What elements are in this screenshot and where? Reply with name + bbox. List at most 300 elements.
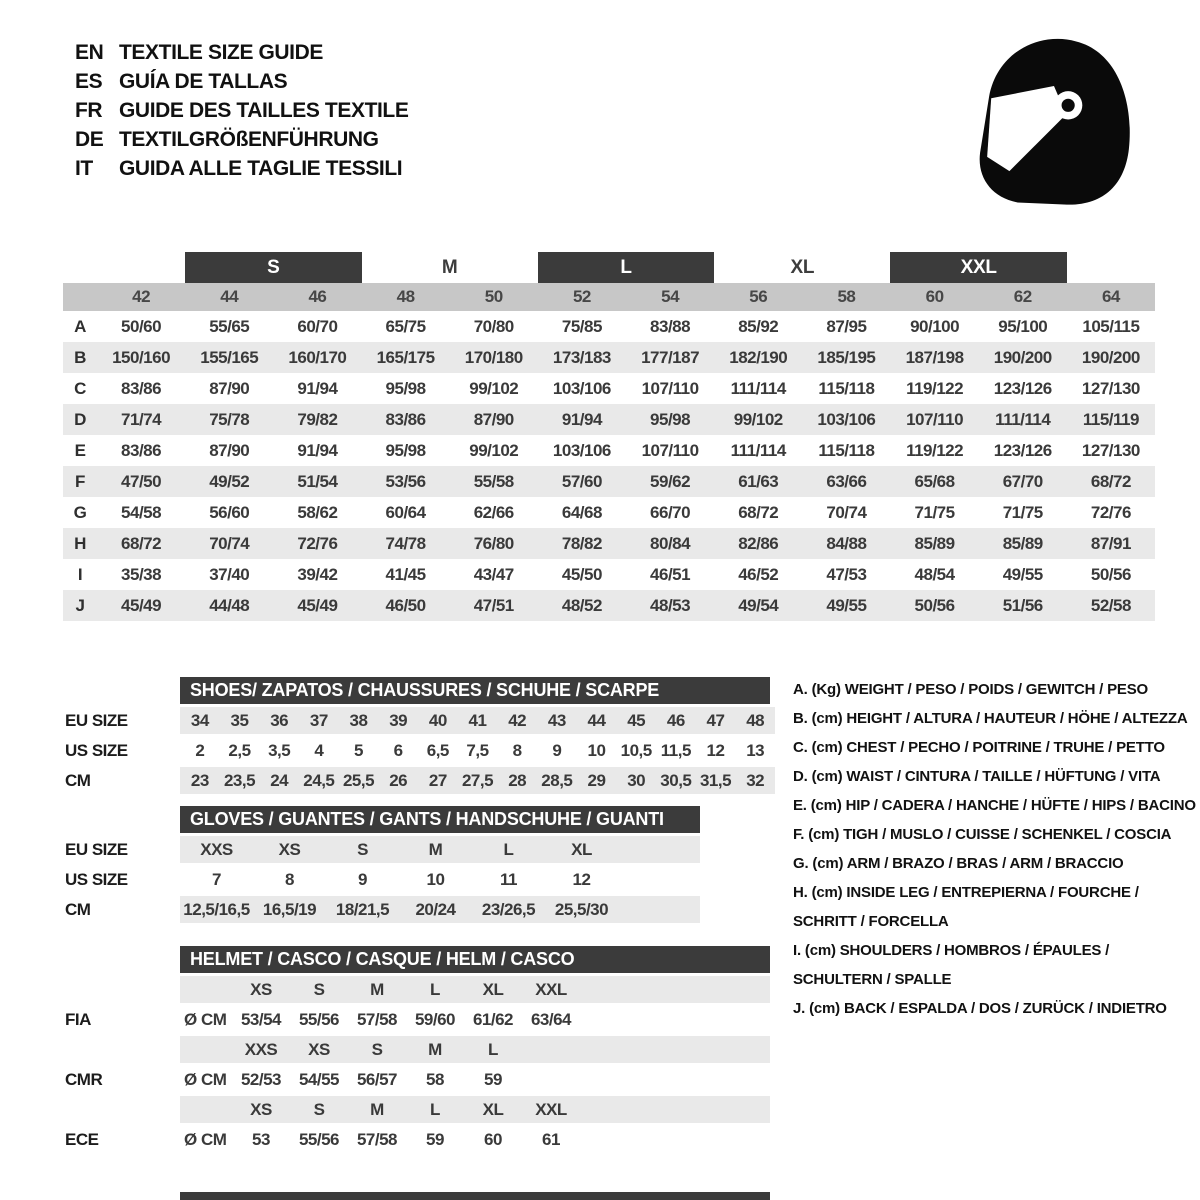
size-value: 84/88 bbox=[826, 533, 867, 553]
shoes-value: 39 bbox=[389, 710, 408, 730]
language-line bbox=[75, 96, 408, 125]
helmet-section bbox=[65, 946, 777, 1153]
guide-title-de: TEXTILGRÖßENFÜHRUNG bbox=[119, 127, 379, 151]
helmet-value: 54/55 bbox=[298, 1069, 340, 1089]
shoes-row-label: CM bbox=[65, 770, 91, 790]
size-value: 160/170 bbox=[288, 347, 347, 367]
numeric-size: 54 bbox=[661, 287, 680, 306]
size-value: 123/126 bbox=[993, 440, 1052, 460]
gloves-band bbox=[180, 836, 700, 863]
helmet-size-label: M bbox=[370, 1099, 384, 1119]
size-value: 49/55 bbox=[826, 595, 867, 615]
size-value: 177/187 bbox=[641, 347, 700, 367]
row-letter: B bbox=[74, 347, 86, 367]
shoes-value: 47 bbox=[706, 710, 725, 730]
helmet-value: 55/56 bbox=[298, 1009, 340, 1029]
size-value: 111/114 bbox=[730, 440, 786, 460]
size-value: 107/110 bbox=[641, 440, 699, 460]
helmet-value: 59 bbox=[484, 1069, 502, 1089]
size-value: 49/52 bbox=[209, 471, 250, 491]
legend-line bbox=[793, 675, 1197, 704]
helmet-value: 61/62 bbox=[472, 1009, 514, 1029]
numeric-size: 46 bbox=[308, 287, 327, 306]
shoes-value: 10 bbox=[587, 740, 606, 760]
row-letter: H bbox=[74, 533, 86, 553]
size-value: 41/45 bbox=[385, 564, 426, 584]
size-value: 103/106 bbox=[552, 378, 611, 398]
helmet-size-label: L bbox=[430, 979, 440, 999]
size-value: 50/56 bbox=[914, 595, 955, 615]
size-value: 75/85 bbox=[561, 316, 602, 336]
shoes-value: 11,5 bbox=[660, 740, 691, 760]
helmet-standard-label: FIA bbox=[65, 1009, 91, 1029]
size-value: 99/102 bbox=[469, 440, 519, 460]
size-value: 51/54 bbox=[297, 471, 338, 491]
helmet-standard-label: ECE bbox=[65, 1129, 99, 1149]
gloves-title: GLOVES / GUANTES / GANTS / HANDSCHUHE / GUANTI bbox=[180, 806, 700, 833]
size-value: 75/78 bbox=[209, 409, 250, 429]
legend-item-g bbox=[793, 849, 1197, 878]
language-code: EN bbox=[75, 40, 104, 64]
size-value: 187/198 bbox=[905, 347, 964, 367]
size-value: 123/126 bbox=[993, 378, 1052, 398]
gloves-row-cm bbox=[65, 896, 702, 923]
size-value: 65/75 bbox=[385, 316, 426, 336]
legend-line bbox=[793, 820, 1197, 849]
legend-item-c bbox=[793, 733, 1197, 762]
gloves-band bbox=[180, 896, 700, 923]
helmet-size-spacer bbox=[65, 976, 180, 1003]
gloves-band bbox=[180, 866, 700, 893]
size-value: 83/86 bbox=[121, 440, 162, 460]
numeric-size: 64 bbox=[1101, 287, 1120, 306]
size-value: 83/88 bbox=[650, 316, 691, 336]
size-value: 60/70 bbox=[297, 316, 338, 336]
legend-item-j bbox=[793, 994, 1197, 1023]
size-row-E bbox=[63, 435, 1155, 466]
helmet-value: 61 bbox=[542, 1129, 560, 1149]
legend-text: ARM / BRAZO / BRAS / ARM / BRACCIO bbox=[846, 855, 1124, 872]
legend-key: F. bbox=[793, 826, 805, 843]
size-value: 190/200 bbox=[993, 347, 1052, 367]
shoes-value: 6 bbox=[393, 740, 403, 760]
size-value: 99/102 bbox=[733, 409, 783, 429]
size-group-m: M bbox=[441, 256, 458, 278]
shoes-value: 28 bbox=[508, 770, 527, 790]
legend-line bbox=[793, 704, 1197, 733]
helmet-value: 55/56 bbox=[298, 1129, 340, 1149]
legend-line bbox=[793, 849, 1197, 878]
size-value: 127/130 bbox=[1081, 440, 1140, 460]
size-value: 107/110 bbox=[906, 409, 964, 429]
gloves-section bbox=[65, 806, 702, 923]
helmet-value: 59 bbox=[426, 1129, 444, 1149]
size-value: 78/82 bbox=[561, 533, 602, 553]
size-value: 39/42 bbox=[297, 564, 338, 584]
helmet-size-label: M bbox=[370, 979, 384, 999]
helmet-size-label: XXL bbox=[535, 1099, 567, 1119]
size-value: 95/98 bbox=[385, 378, 426, 398]
helmet-value: 52/53 bbox=[240, 1069, 282, 1089]
size-value: 45/49 bbox=[297, 595, 338, 615]
legend-unit: (cm) bbox=[811, 710, 843, 727]
diameter-unit-label: Ø CM bbox=[184, 1069, 227, 1089]
legend-text: WEIGHT / PESO / POIDS / GEWITCH / PESO bbox=[844, 681, 1149, 698]
gloves-value: XXS bbox=[200, 839, 233, 859]
helmet-value-band bbox=[180, 1126, 770, 1153]
size-value: 44/48 bbox=[209, 595, 250, 615]
gloves-value: 10 bbox=[426, 869, 445, 889]
shoes-band bbox=[180, 707, 775, 734]
legend-text: HEIGHT / ALTURA / HAUTEUR / HÖHE / ALTEZZA bbox=[846, 710, 1188, 727]
legend-item-b bbox=[793, 704, 1197, 733]
helmet-size-row-cmr bbox=[65, 1036, 777, 1063]
language-line bbox=[75, 67, 408, 96]
size-value: 56/60 bbox=[209, 502, 250, 522]
size-value: 58/62 bbox=[297, 502, 338, 522]
legend-text: SHOULDERS / HOMBROS / ÉPAULES / bbox=[839, 942, 1110, 959]
size-group-row bbox=[63, 252, 1155, 283]
size-value: 50/56 bbox=[1090, 564, 1131, 584]
language-line bbox=[75, 125, 408, 154]
size-value: 72/76 bbox=[297, 533, 338, 553]
size-value: 61/63 bbox=[738, 471, 779, 491]
measurement-legend bbox=[793, 675, 1197, 1023]
shoes-row-us-size bbox=[65, 737, 777, 764]
shoes-value: 24,5 bbox=[303, 770, 335, 790]
helmet-rows bbox=[65, 976, 777, 1153]
size-row-B bbox=[63, 342, 1155, 373]
legend-text: CHEST / PECHO / POITRINE / TRUHE / PETTO bbox=[846, 739, 1165, 756]
shoes-value: 13 bbox=[746, 740, 765, 760]
numeric-size: 56 bbox=[749, 287, 768, 306]
size-value: 95/98 bbox=[650, 409, 691, 429]
legend-line bbox=[793, 762, 1197, 791]
size-value: 119/122 bbox=[906, 440, 964, 460]
gloves-row-us-size bbox=[65, 866, 702, 893]
gloves-value: 11 bbox=[500, 869, 517, 889]
language-code: IT bbox=[75, 156, 93, 180]
gloves-value: 18/21,5 bbox=[335, 899, 390, 919]
helmet-size-band bbox=[180, 1096, 770, 1123]
size-value: 70/74 bbox=[209, 533, 250, 553]
size-value: 45/49 bbox=[121, 595, 162, 615]
helmet-size-label: S bbox=[313, 979, 325, 999]
size-value: 53/56 bbox=[385, 471, 426, 491]
size-value: 66/70 bbox=[650, 502, 691, 522]
shoes-value: 27 bbox=[428, 770, 447, 790]
shoes-section bbox=[65, 677, 777, 794]
shoes-value: 25,5 bbox=[342, 770, 375, 790]
helmet-size-spacer bbox=[65, 1036, 180, 1063]
size-row-A bbox=[63, 311, 1155, 342]
size-value: 64/68 bbox=[561, 502, 602, 522]
shoes-value: 7,5 bbox=[466, 740, 489, 760]
size-value: 85/92 bbox=[738, 316, 779, 336]
legend-text: HIP / CADERA / HANCHE / HÜFTE / HIPS / BACINO bbox=[845, 797, 1196, 814]
numeric-size: 52 bbox=[572, 287, 591, 306]
shoes-value: 2,5 bbox=[228, 740, 251, 760]
size-row-G bbox=[63, 497, 1155, 528]
helmet-value-row-cmr bbox=[65, 1066, 777, 1093]
legend-unit: (cm) bbox=[811, 739, 843, 756]
size-value: 127/130 bbox=[1081, 378, 1140, 398]
size-row-F bbox=[63, 466, 1155, 497]
numeric-size: 44 bbox=[220, 287, 239, 306]
shoes-value: 24 bbox=[270, 770, 289, 790]
shoes-value: 46 bbox=[666, 710, 685, 730]
size-value: 150/160 bbox=[112, 347, 171, 367]
row-letter: C bbox=[74, 378, 86, 398]
size-value: 48/52 bbox=[561, 595, 602, 615]
size-value: 54/58 bbox=[121, 502, 162, 522]
gloves-value: 23/26,5 bbox=[481, 899, 536, 919]
shoes-row-label: US SIZE bbox=[65, 740, 128, 760]
size-value: 46/52 bbox=[738, 564, 779, 584]
legend-text: TIGH / MUSLO / CUISSE / SCHENKEL / COSCIA bbox=[843, 826, 1172, 843]
size-value: 43/47 bbox=[473, 564, 514, 584]
row-letter: F bbox=[75, 471, 85, 491]
gloves-row-eu-size bbox=[65, 836, 702, 863]
row-letter: E bbox=[74, 440, 86, 460]
size-value: 105/115 bbox=[1082, 316, 1140, 336]
legend-item-i bbox=[793, 936, 1197, 994]
gloves-value: 20/24 bbox=[415, 899, 456, 919]
shoes-value: 8 bbox=[512, 740, 522, 760]
helmet-size-label: S bbox=[371, 1039, 383, 1059]
size-row-D bbox=[63, 404, 1155, 435]
size-value: 90/100 bbox=[910, 316, 960, 336]
gloves-value: M bbox=[428, 839, 443, 859]
size-value: 49/55 bbox=[1002, 564, 1043, 584]
size-value: 87/90 bbox=[209, 378, 250, 398]
helmet-size-label: XS bbox=[250, 979, 272, 999]
size-value: 71/75 bbox=[1002, 502, 1043, 522]
row-letter: G bbox=[73, 502, 87, 522]
legend-key: D. bbox=[793, 768, 808, 785]
gloves-row-label: US SIZE bbox=[65, 869, 128, 889]
size-value: 37/40 bbox=[209, 564, 250, 584]
shoes-value: 36 bbox=[270, 710, 289, 730]
gloves-value: 9 bbox=[358, 869, 367, 889]
size-value: 185/195 bbox=[817, 347, 876, 367]
shoes-value: 3,5 bbox=[268, 740, 291, 760]
row-letter: A bbox=[74, 316, 86, 336]
helmet-standard-label: CMR bbox=[65, 1069, 103, 1089]
cutoff-next-section-bar bbox=[180, 1192, 770, 1200]
size-value: 71/74 bbox=[121, 409, 162, 429]
guide-title-it: GUIDA ALLE TAGLIE TESSILI bbox=[119, 156, 403, 180]
helmet-size-row-ece bbox=[65, 1096, 777, 1123]
shoes-value: 44 bbox=[587, 710, 606, 730]
helmet-value-row-ece bbox=[65, 1126, 777, 1153]
gloves-value: 8 bbox=[285, 869, 294, 889]
shoes-value: 27,5 bbox=[461, 770, 494, 790]
size-value: 91/94 bbox=[561, 409, 602, 429]
size-value: 68/72 bbox=[1090, 471, 1131, 491]
size-value: 50/60 bbox=[121, 316, 162, 336]
numeric-size: 60 bbox=[925, 287, 944, 306]
size-group-s: S bbox=[185, 252, 361, 283]
size-value: 87/90 bbox=[209, 440, 250, 460]
legend-line bbox=[793, 936, 1197, 965]
size-value: 71/75 bbox=[914, 502, 955, 522]
language-code: ES bbox=[75, 69, 103, 93]
helmet-value-band bbox=[180, 1066, 770, 1093]
helmet-value: 60 bbox=[484, 1129, 502, 1149]
numeric-size: 50 bbox=[484, 287, 503, 306]
shoes-value: 48 bbox=[746, 710, 765, 730]
helmet-value: 57/58 bbox=[356, 1009, 398, 1029]
gloves-value: L bbox=[503, 839, 514, 859]
gloves-value: 12 bbox=[572, 869, 591, 889]
legend-text: INSIDE LEG / ENTREPIERNA / FOURCHE / bbox=[846, 884, 1139, 901]
shoes-value: 37 bbox=[309, 710, 328, 730]
size-value: 45/50 bbox=[561, 564, 602, 584]
shoes-value: 34 bbox=[190, 710, 209, 730]
legend-item-d bbox=[793, 762, 1197, 791]
helmet-value: 53/54 bbox=[240, 1009, 282, 1029]
row-letter: D bbox=[74, 409, 86, 429]
guide-title-fr: GUIDE DES TAILLES TEXTILE bbox=[119, 98, 409, 122]
helmet-value-band bbox=[180, 1006, 770, 1033]
gloves-rows bbox=[65, 836, 702, 923]
size-value: 48/54 bbox=[914, 564, 955, 584]
shoes-value: 41 bbox=[468, 710, 487, 730]
shoes-value: 40 bbox=[428, 710, 447, 730]
helmet-size-label: S bbox=[313, 1099, 325, 1119]
size-value: 170/180 bbox=[464, 347, 523, 367]
helmet-value: 58 bbox=[426, 1069, 444, 1089]
size-value: 95/100 bbox=[998, 316, 1048, 336]
size-value: 103/106 bbox=[552, 440, 611, 460]
size-value: 74/78 bbox=[385, 533, 426, 553]
size-value: 85/89 bbox=[1002, 533, 1043, 553]
size-value: 46/50 bbox=[385, 595, 426, 615]
helmet-size-band bbox=[180, 1036, 770, 1063]
size-value: 115/118 bbox=[818, 440, 875, 460]
helmet-value: 59/60 bbox=[414, 1009, 456, 1029]
legend-key: H. bbox=[793, 884, 808, 901]
size-value: 155/165 bbox=[200, 347, 259, 367]
textile-size-table bbox=[63, 252, 1155, 621]
size-group-xl: XL bbox=[790, 256, 815, 278]
shoes-value: 6,5 bbox=[426, 740, 449, 760]
size-value: 67/70 bbox=[1002, 471, 1043, 491]
gloves-value: S bbox=[357, 839, 368, 859]
size-value: 46/51 bbox=[650, 564, 691, 584]
legend-line bbox=[793, 994, 1197, 1023]
size-value: 173/183 bbox=[552, 347, 611, 367]
gloves-value: 12,5/16,5 bbox=[183, 899, 250, 919]
legend-unit: (cm) bbox=[811, 884, 843, 901]
shoes-value: 32 bbox=[746, 770, 765, 790]
gloves-row-label: CM bbox=[65, 899, 91, 919]
shoes-band bbox=[180, 767, 775, 794]
size-value: 87/90 bbox=[473, 409, 514, 429]
legend-text: BACK / ESPALDA / DOS / ZURÜCK / INDIETRO bbox=[843, 1000, 1167, 1017]
legend-line bbox=[793, 733, 1197, 762]
size-value: 107/110 bbox=[641, 378, 699, 398]
size-value: 182/190 bbox=[729, 347, 788, 367]
size-value: 63/66 bbox=[826, 471, 867, 491]
legend-line bbox=[793, 791, 1197, 820]
shoes-value: 12 bbox=[706, 740, 725, 760]
size-group-xxl: XXL bbox=[890, 252, 1066, 283]
helmet-size-label: M bbox=[428, 1039, 442, 1059]
legend-text: WAIST / CINTURA / TAILLE / HÜFTUNG / VITA bbox=[846, 768, 1161, 785]
size-value: 119/122 bbox=[906, 378, 964, 398]
helmet-title: HELMET / CASCO / CASQUE / HELM / CASCO bbox=[180, 946, 770, 973]
legend-key: E. bbox=[793, 797, 807, 814]
helmet-size-spacer bbox=[65, 1096, 180, 1123]
size-value: 165/175 bbox=[376, 347, 435, 367]
size-value: 76/80 bbox=[473, 533, 514, 553]
size-value: 83/86 bbox=[121, 378, 162, 398]
size-value: 48/53 bbox=[650, 595, 691, 615]
legend-unit: (Kg) bbox=[811, 681, 841, 698]
legend-unit: (cm) bbox=[810, 797, 842, 814]
helmet-size-label: XL bbox=[482, 1099, 504, 1119]
legend-key: J. bbox=[793, 1000, 806, 1017]
helmet-size-label: XS bbox=[308, 1039, 330, 1059]
size-row-J bbox=[63, 590, 1155, 621]
language-line bbox=[75, 38, 408, 67]
size-value: 55/58 bbox=[473, 471, 514, 491]
shoes-value: 2 bbox=[195, 740, 205, 760]
shoes-value: 23 bbox=[190, 770, 209, 790]
size-value: 52/58 bbox=[1090, 595, 1131, 615]
size-row-H bbox=[63, 528, 1155, 559]
shoes-value: 23,5 bbox=[223, 770, 256, 790]
diameter-unit-label: Ø CM bbox=[184, 1129, 227, 1149]
helmet-value: 56/57 bbox=[356, 1069, 398, 1089]
size-value: 91/94 bbox=[297, 440, 338, 460]
legend-line bbox=[793, 878, 1197, 907]
row-letter: J bbox=[75, 595, 85, 615]
gloves-value: 16,5/19 bbox=[262, 899, 317, 919]
size-value: 59/62 bbox=[650, 471, 691, 491]
helmet-value: 53 bbox=[252, 1129, 270, 1149]
shoes-value: 29 bbox=[587, 770, 606, 790]
guide-title-es: GUÍA DE TALLAS bbox=[119, 69, 288, 93]
legend-unit: (cm) bbox=[811, 768, 843, 785]
shoes-rows bbox=[65, 707, 777, 794]
legend-unit: (cm) bbox=[808, 826, 840, 843]
language-line bbox=[75, 154, 408, 183]
size-value: 91/94 bbox=[297, 378, 338, 398]
shoes-value: 4 bbox=[314, 740, 324, 760]
legend-item-h bbox=[793, 878, 1197, 936]
legend-item-f bbox=[793, 820, 1197, 849]
legend-key: I. bbox=[793, 942, 801, 959]
helmet-value: 63/64 bbox=[530, 1009, 572, 1029]
numeric-size: 42 bbox=[132, 287, 151, 306]
gloves-value: XL bbox=[571, 839, 592, 859]
helmet-value-row-fia bbox=[65, 1006, 777, 1033]
size-value: 103/106 bbox=[817, 409, 876, 429]
size-value: 87/91 bbox=[1090, 533, 1131, 553]
shoes-row-eu-size bbox=[65, 707, 777, 734]
shoes-value: 45 bbox=[627, 710, 646, 730]
shoes-value: 35 bbox=[230, 710, 249, 730]
size-value: 47/51 bbox=[473, 595, 514, 615]
size-value: 35/38 bbox=[121, 564, 162, 584]
shoes-value: 42 bbox=[508, 710, 527, 730]
legend-item-a bbox=[793, 675, 1197, 704]
gloves-row-label: EU SIZE bbox=[65, 839, 128, 859]
numeric-size-row bbox=[63, 283, 1155, 311]
